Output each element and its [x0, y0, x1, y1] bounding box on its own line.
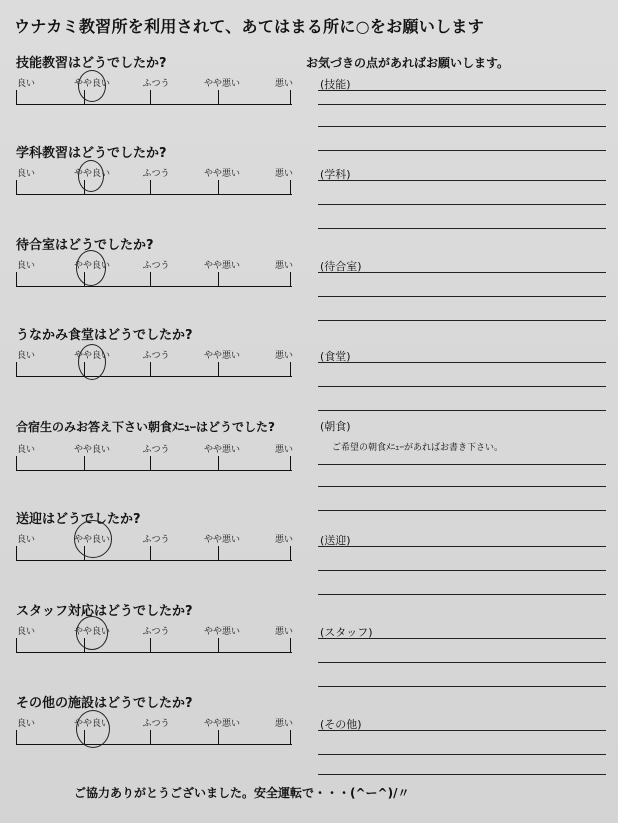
question-skill: [16, 52, 316, 152]
scale-label-average: ふつう: [142, 169, 170, 179]
scale-label-average: ふつう: [142, 261, 170, 271]
question-breakfast: [16, 418, 316, 518]
note-label: (待合室): [320, 260, 362, 273]
scale-label-fairly-bad: やや悪い: [203, 627, 241, 637]
scale-label-good: 良い: [16, 351, 36, 361]
question-lecture: [16, 142, 316, 242]
scale-label-average: ふつう: [142, 535, 170, 545]
scale-label-fairly-good: やや良い: [73, 169, 111, 179]
rating-scale[interactable]: [16, 532, 294, 572]
question-waiting-room: [16, 234, 316, 334]
question-title: 送迎はどうでしたか?: [16, 512, 141, 527]
scale-label-fairly-bad: やや悪い: [203, 79, 241, 89]
rating-scale[interactable]: [16, 442, 294, 482]
notes-header: お気づきの点があればお願いします。: [306, 56, 510, 70]
scale-label-bad: 悪い: [274, 627, 294, 637]
scale-label-bad: 悪い: [274, 261, 294, 271]
note-label: (スタッフ): [320, 626, 373, 639]
answer-circle: [76, 250, 106, 286]
answer-circle: [74, 520, 112, 558]
rating-scale[interactable]: [16, 166, 294, 206]
scale-label-fairly-good: やや良い: [73, 351, 111, 361]
answer-circle: [78, 160, 104, 192]
rating-scale[interactable]: [16, 76, 294, 116]
scale-label-good: 良い: [16, 169, 36, 179]
scale-label-fairly-bad: やや悪い: [203, 261, 241, 271]
scale-label-fairly-bad: やや悪い: [203, 535, 241, 545]
page-title: ウナカミ教習所を利用されて、あてはまる所に○をお願いします: [14, 17, 485, 36]
scale-label-good: 良い: [16, 627, 36, 637]
rating-scale[interactable]: [16, 258, 294, 298]
question-title: 学科教習はどうでしたか?: [16, 146, 167, 161]
scale-label-bad: 悪い: [274, 79, 294, 89]
rating-scale[interactable]: [16, 624, 294, 664]
footer-thanks: ご協力ありがとうございました。安全運転で・・・(^ー^)/〃: [74, 786, 410, 800]
question-other-facilities: [16, 692, 316, 792]
breakfast-hint: ご希望の朝食ﾒﾆｭｰがあればお書き下さい。: [332, 443, 504, 453]
rating-scale[interactable]: [16, 348, 294, 388]
scale-label-bad: 悪い: [274, 719, 294, 729]
note-label: (その他): [320, 718, 362, 731]
scale-label-average: ふつう: [142, 79, 170, 89]
note-label: (学科): [320, 168, 351, 181]
rating-scale[interactable]: [16, 716, 294, 756]
scale-label-average: ふつう: [142, 445, 170, 455]
scale-label-bad: 悪い: [274, 535, 294, 545]
scale-label-average: ふつう: [142, 627, 170, 637]
scale-label-bad: 悪い: [274, 351, 294, 361]
answer-circle: [78, 344, 106, 380]
question-title: 合宿生のみお答え下さい朝食ﾒﾆｭｰはどうでした?: [16, 420, 275, 434]
question-title: その他の施設はどうでしたか?: [16, 696, 193, 711]
scale-label-fairly-good: やや良い: [73, 627, 111, 637]
scale-label-fairly-good: やや良い: [73, 535, 111, 545]
question-staff: [16, 600, 316, 700]
note-label: (送迎): [320, 534, 351, 547]
scale-label-fairly-bad: やや悪い: [203, 445, 241, 455]
scale-label-fairly-bad: やや悪い: [203, 169, 241, 179]
scale-label-bad: 悪い: [274, 169, 294, 179]
scale-label-good: 良い: [16, 261, 36, 271]
answer-circle: [78, 70, 106, 102]
scale-label-average: ふつう: [142, 351, 170, 361]
scale-label-good: 良い: [16, 535, 36, 545]
scale-label-fairly-bad: やや悪い: [203, 351, 241, 361]
scale-label-fairly-good: やや良い: [73, 79, 111, 89]
scale-label-good: 良い: [16, 445, 36, 455]
question-cafeteria: [16, 324, 316, 424]
question-title: スタッフ対応はどうでしたか?: [16, 604, 193, 619]
scale-label-fairly-good: やや良い: [73, 445, 111, 455]
note-label: (朝食): [320, 420, 351, 433]
scale-label-average: ふつう: [142, 719, 170, 729]
scale-label-bad: 悪い: [274, 445, 294, 455]
answer-circle: [73, 710, 111, 748]
scale-label-fairly-bad: やや悪い: [203, 719, 241, 729]
scale-label-fairly-good: やや良い: [73, 261, 111, 271]
question-title: うなかみ食堂はどうでしたか?: [16, 328, 193, 343]
answer-circle: [73, 616, 111, 650]
note-label: (技能): [320, 78, 351, 91]
question-title: 技能教習はどうでしたか?: [16, 56, 167, 71]
scale-label-good: 良い: [16, 719, 36, 729]
question-shuttle: [16, 508, 316, 608]
note-label: (食堂): [320, 350, 351, 363]
question-title: 待合室はどうでしたか?: [16, 238, 154, 253]
scale-label-fairly-good: やや良い: [73, 719, 111, 729]
scale-label-good: 良い: [16, 79, 36, 89]
